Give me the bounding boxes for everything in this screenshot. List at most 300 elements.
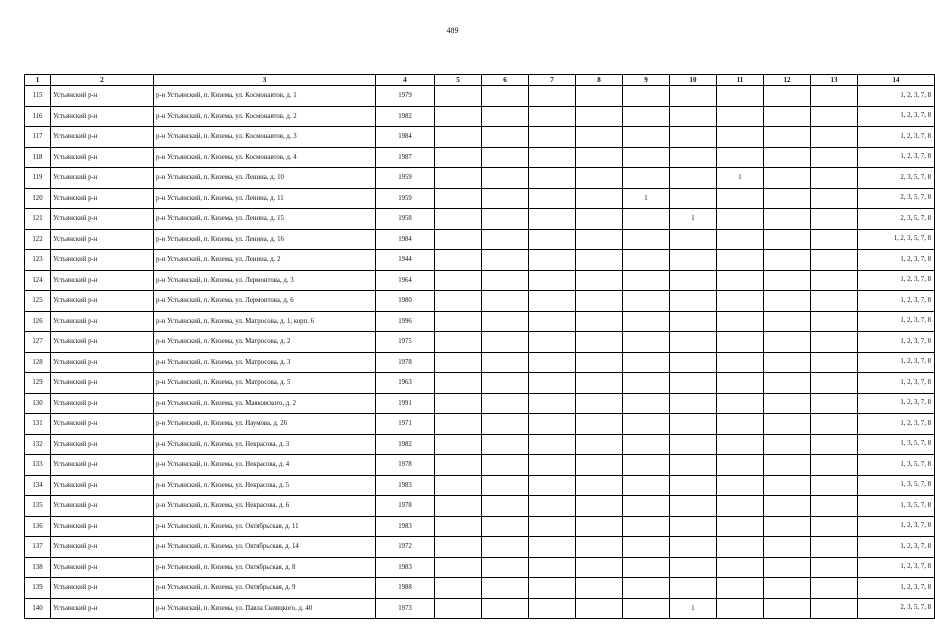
col7-cell <box>529 557 576 578</box>
row-number: 120 <box>25 188 51 209</box>
col9-cell <box>623 86 670 107</box>
year-cell: 1982 <box>376 434 435 455</box>
table-row <box>25 291 935 312</box>
year-cell: 1979 <box>376 86 435 107</box>
codes-cell: 1, 2, 3, 7, 8 <box>858 106 935 127</box>
col5-cell <box>435 270 482 291</box>
row-number: 119 <box>25 168 51 189</box>
col6-cell <box>482 352 529 373</box>
column-header-5: 5 <box>435 75 482 86</box>
col6-cell <box>482 455 529 476</box>
district-cell: Устьянский р-н <box>51 557 154 578</box>
col11-cell <box>717 414 764 435</box>
table-row <box>25 455 935 476</box>
row-number: 137 <box>25 537 51 558</box>
year-cell: 1978 <box>376 496 435 517</box>
col10-cell <box>670 250 717 271</box>
row-number: 118 <box>25 147 51 168</box>
year-cell: 1978 <box>376 455 435 476</box>
table-row <box>25 352 935 373</box>
col11-cell <box>717 496 764 517</box>
col6-cell <box>482 578 529 599</box>
table-header <box>25 75 935 86</box>
col12-cell <box>764 373 811 394</box>
column-header-11: 11 <box>717 75 764 86</box>
col8-cell <box>576 455 623 476</box>
address-cell: р-н Устьянский, п. Кизема, ул. Некрасова, д. 5 <box>154 475 376 496</box>
address-cell: р-н Устьянский, п. Кизема, ул. Космонавтов, д. 1 <box>154 86 376 107</box>
row-number: 122 <box>25 229 51 250</box>
codes-cell: 1, 2, 3, 7, 8 <box>858 250 935 271</box>
col8-cell <box>576 557 623 578</box>
district-cell: Устьянский р-н <box>51 250 154 271</box>
year-cell: 1984 <box>376 229 435 250</box>
table-row <box>25 311 935 332</box>
row-number: 123 <box>25 250 51 271</box>
col6-cell <box>482 537 529 558</box>
table-row <box>25 147 935 168</box>
col13-cell <box>811 414 858 435</box>
district-cell: Устьянский р-н <box>51 373 154 394</box>
address-cell: р-н Устьянский, п. Кизема, ул. Ленина, д. 2 <box>154 250 376 271</box>
address-cell: р-н Устьянский, п. Кизема, ул. Матросова, д. 5 <box>154 373 376 394</box>
col10-cell <box>670 557 717 578</box>
col6-cell <box>482 229 529 250</box>
row-number: 127 <box>25 332 51 353</box>
col11-cell <box>717 188 764 209</box>
col6-cell <box>482 434 529 455</box>
col12-cell <box>764 516 811 537</box>
col13-cell <box>811 434 858 455</box>
col6-cell <box>482 86 529 107</box>
col10-cell <box>670 188 717 209</box>
col8-cell <box>576 188 623 209</box>
col11-cell <box>717 434 764 455</box>
col5-cell <box>435 209 482 230</box>
column-header-7: 7 <box>529 75 576 86</box>
row-number: 140 <box>25 598 51 619</box>
col10-cell <box>670 578 717 599</box>
col12-cell <box>764 414 811 435</box>
codes-cell: 1, 2, 3, 7, 8 <box>858 557 935 578</box>
col7-cell <box>529 516 576 537</box>
col5-cell <box>435 598 482 619</box>
district-cell: Устьянский р-н <box>51 229 154 250</box>
column-header-4: 4 <box>376 75 435 86</box>
col5-cell <box>435 229 482 250</box>
table-row <box>25 86 935 107</box>
col13-cell <box>811 393 858 414</box>
col7-cell <box>529 352 576 373</box>
row-number: 126 <box>25 311 51 332</box>
year-cell: 1972 <box>376 537 435 558</box>
district-cell: Устьянский р-н <box>51 414 154 435</box>
col9-cell <box>623 311 670 332</box>
col7-cell <box>529 393 576 414</box>
col5-cell <box>435 557 482 578</box>
col8-cell <box>576 147 623 168</box>
col11-cell <box>717 516 764 537</box>
codes-cell: 1, 2, 3, 7, 8 <box>858 332 935 353</box>
address-cell: р-н Устьянский, п. Кизема, ул. Наумова, д. 26 <box>154 414 376 435</box>
col8-cell <box>576 578 623 599</box>
row-number: 121 <box>25 209 51 230</box>
col9-cell <box>623 516 670 537</box>
district-cell: Устьянский р-н <box>51 537 154 558</box>
col8-cell <box>576 168 623 189</box>
col9-cell <box>623 434 670 455</box>
year-cell: 1980 <box>376 291 435 312</box>
row-number: 117 <box>25 127 51 148</box>
year-cell: 1963 <box>376 373 435 394</box>
col11-cell <box>717 127 764 148</box>
col8-cell <box>576 496 623 517</box>
col8-cell <box>576 475 623 496</box>
codes-cell: 1, 2, 3, 7, 8 <box>858 393 935 414</box>
col9-cell <box>623 537 670 558</box>
row-number: 129 <box>25 373 51 394</box>
year-cell: 1971 <box>376 414 435 435</box>
address-cell: р-н Устьянский, п. Кизема, ул. Ленина, д. 10 <box>154 168 376 189</box>
codes-cell: 2, 3, 5, 7, 8 <box>858 209 935 230</box>
col7-cell <box>529 598 576 619</box>
col10-cell <box>670 537 717 558</box>
col7-cell <box>529 311 576 332</box>
address-cell: р-н Устьянский, п. Кизема, ул. Октябрьская, д. 11 <box>154 516 376 537</box>
col10-cell <box>670 291 717 312</box>
col12-cell <box>764 475 811 496</box>
col8-cell <box>576 373 623 394</box>
table-row <box>25 106 935 127</box>
col12-cell <box>764 270 811 291</box>
col8-cell <box>576 598 623 619</box>
address-cell: р-н Устьянский, п. Кизема, ул. Павла Скивцкого, д. 40 <box>154 598 376 619</box>
year-cell: 1973 <box>376 598 435 619</box>
col8-cell <box>576 434 623 455</box>
column-header-8: 8 <box>576 75 623 86</box>
col7-cell <box>529 373 576 394</box>
col7-cell <box>529 414 576 435</box>
table-row <box>25 127 935 148</box>
col9-cell <box>623 168 670 189</box>
col13-cell <box>811 209 858 230</box>
col10-cell <box>670 147 717 168</box>
district-cell: Устьянский р-н <box>51 311 154 332</box>
col5-cell <box>435 250 482 271</box>
district-cell: Устьянский р-н <box>51 270 154 291</box>
col8-cell <box>576 393 623 414</box>
col11-cell <box>717 578 764 599</box>
col5-cell <box>435 373 482 394</box>
col10-cell <box>670 475 717 496</box>
year-cell: 1982 <box>376 106 435 127</box>
col13-cell <box>811 250 858 271</box>
col6-cell <box>482 147 529 168</box>
col13-cell <box>811 188 858 209</box>
col8-cell <box>576 86 623 107</box>
row-number: 135 <box>25 496 51 517</box>
col10-cell <box>670 270 717 291</box>
address-cell: р-н Устьянский, п. Кизема, ул. Октябрьская, д. 14 <box>154 537 376 558</box>
col8-cell <box>576 270 623 291</box>
row-number: 139 <box>25 578 51 599</box>
codes-cell: 1, 3, 5, 7, 8 <box>858 496 935 517</box>
col8-cell <box>576 291 623 312</box>
codes-cell: 1, 2, 3, 7, 8 <box>858 291 935 312</box>
codes-cell: 2, 3, 5, 7, 8 <box>858 168 935 189</box>
table-row <box>25 578 935 599</box>
col9-cell <box>623 475 670 496</box>
col6-cell <box>482 168 529 189</box>
table-row <box>25 332 935 353</box>
year-cell: 1964 <box>376 270 435 291</box>
col11-cell <box>717 209 764 230</box>
col7-cell <box>529 270 576 291</box>
col10-cell <box>670 393 717 414</box>
col13-cell <box>811 291 858 312</box>
col9-cell <box>623 578 670 599</box>
codes-cell: 1, 2, 3, 7, 8 <box>858 373 935 394</box>
col13-cell <box>811 127 858 148</box>
col13-cell <box>811 557 858 578</box>
col9-cell <box>623 598 670 619</box>
codes-cell: 1, 2, 3, 7, 8 <box>858 414 935 435</box>
codes-cell: 1, 2, 3, 7, 8 <box>858 147 935 168</box>
col7-cell <box>529 147 576 168</box>
table-row <box>25 393 935 414</box>
header-row <box>25 75 935 86</box>
col13-cell <box>811 270 858 291</box>
col12-cell <box>764 291 811 312</box>
row-number: 138 <box>25 557 51 578</box>
col8-cell <box>576 311 623 332</box>
table-row <box>25 434 935 455</box>
district-cell: Устьянский р-н <box>51 291 154 312</box>
col12-cell <box>764 311 811 332</box>
col13-cell <box>811 311 858 332</box>
col6-cell <box>482 414 529 435</box>
column-header-6: 6 <box>482 75 529 86</box>
col13-cell <box>811 578 858 599</box>
codes-cell: 1, 2, 3, 7, 8 <box>858 127 935 148</box>
codes-cell: 2, 3, 5, 7, 8 <box>858 188 935 209</box>
row-number: 128 <box>25 352 51 373</box>
district-cell: Устьянский р-н <box>51 496 154 517</box>
column-header-2: 2 <box>51 75 154 86</box>
district-cell: Устьянский р-н <box>51 127 154 148</box>
col6-cell <box>482 250 529 271</box>
col12-cell <box>764 168 811 189</box>
col13-cell <box>811 147 858 168</box>
col5-cell <box>435 311 482 332</box>
table-row <box>25 537 935 558</box>
row-number: 133 <box>25 455 51 476</box>
col9-cell <box>623 496 670 517</box>
col5-cell <box>435 168 482 189</box>
col9-cell <box>623 147 670 168</box>
district-cell: Устьянский р-н <box>51 106 154 127</box>
year-cell: 1991 <box>376 393 435 414</box>
table-row <box>25 229 935 250</box>
col11-cell <box>717 106 764 127</box>
col12-cell <box>764 537 811 558</box>
col6-cell <box>482 311 529 332</box>
col7-cell <box>529 291 576 312</box>
col11-cell <box>717 557 764 578</box>
col11-cell <box>717 373 764 394</box>
col12-cell <box>764 352 811 373</box>
col7-cell <box>529 229 576 250</box>
year-cell: 1944 <box>376 250 435 271</box>
district-cell: Устьянский р-н <box>51 598 154 619</box>
col6-cell <box>482 209 529 230</box>
col12-cell <box>764 332 811 353</box>
col7-cell <box>529 86 576 107</box>
col13-cell <box>811 86 858 107</box>
col5-cell <box>435 496 482 517</box>
col9-cell <box>623 393 670 414</box>
col7-cell <box>529 332 576 353</box>
table-row <box>25 475 935 496</box>
table-row <box>25 496 935 517</box>
col13-cell <box>811 168 858 189</box>
col9-cell <box>623 229 670 250</box>
col9-cell <box>623 270 670 291</box>
column-header-10: 10 <box>670 75 717 86</box>
col10-cell <box>670 311 717 332</box>
table-row <box>25 168 935 189</box>
col9-cell <box>623 414 670 435</box>
page-number: 489 <box>446 26 459 35</box>
table-body <box>25 86 935 619</box>
col9-cell <box>623 291 670 312</box>
table-row <box>25 557 935 578</box>
register-table <box>24 74 935 619</box>
col9-cell <box>623 455 670 476</box>
col5-cell <box>435 86 482 107</box>
col9-cell <box>623 352 670 373</box>
codes-cell: 1, 3, 5, 7, 8 <box>858 475 935 496</box>
col11-cell <box>717 291 764 312</box>
col7-cell <box>529 168 576 189</box>
col7-cell <box>529 496 576 517</box>
col12-cell <box>764 557 811 578</box>
col12-cell <box>764 496 811 517</box>
col11-cell <box>717 352 764 373</box>
col10-cell <box>670 86 717 107</box>
codes-cell: 1, 2, 3, 5, 7, 8 <box>858 229 935 250</box>
col13-cell <box>811 516 858 537</box>
col7-cell <box>529 578 576 599</box>
col6-cell <box>482 127 529 148</box>
address-cell: р-н Устьянский, п. Кизема, ул. Матросова, д. 2 <box>154 332 376 353</box>
year-cell: 1984 <box>376 127 435 148</box>
col9-cell <box>623 209 670 230</box>
year-cell: 1959 <box>376 168 435 189</box>
col5-cell <box>435 455 482 476</box>
col8-cell <box>576 537 623 558</box>
col12-cell <box>764 147 811 168</box>
row-number: 134 <box>25 475 51 496</box>
table-row <box>25 414 935 435</box>
col11-cell <box>717 250 764 271</box>
col10-cell <box>670 373 717 394</box>
col5-cell <box>435 127 482 148</box>
codes-cell: 2, 3, 5, 7, 8 <box>858 598 935 619</box>
col10-cell <box>670 127 717 148</box>
col10-cell <box>670 516 717 537</box>
address-cell: р-н Устьянский, п. Кизема, ул. Матросова, д. 3 <box>154 352 376 373</box>
district-cell: Устьянский р-н <box>51 168 154 189</box>
codes-cell: 1, 2, 3, 7, 8 <box>858 270 935 291</box>
address-cell: р-н Устьянский, п. Кизема, ул. Лермонтова, д. 6 <box>154 291 376 312</box>
col7-cell <box>529 455 576 476</box>
column-header-14: 14 <box>858 75 935 86</box>
col8-cell <box>576 352 623 373</box>
col5-cell <box>435 106 482 127</box>
col8-cell <box>576 127 623 148</box>
col10-cell <box>670 496 717 517</box>
col10-cell <box>670 229 717 250</box>
col12-cell <box>764 598 811 619</box>
col9-cell <box>623 127 670 148</box>
col6-cell <box>482 475 529 496</box>
col12-cell <box>764 578 811 599</box>
col5-cell <box>435 332 482 353</box>
col12-cell <box>764 106 811 127</box>
district-cell: Устьянский р-н <box>51 578 154 599</box>
table-row <box>25 188 935 209</box>
col10-cell <box>670 352 717 373</box>
district-cell: Устьянский р-н <box>51 86 154 107</box>
col9-cell <box>623 106 670 127</box>
address-cell: р-н Устьянский, п. Кизема, ул. Некрасова, д. 6 <box>154 496 376 517</box>
col13-cell <box>811 373 858 394</box>
col6-cell <box>482 557 529 578</box>
col10-cell <box>670 168 717 189</box>
col11-cell <box>717 147 764 168</box>
col6-cell <box>482 332 529 353</box>
column-header-12: 12 <box>764 75 811 86</box>
district-cell: Устьянский р-н <box>51 393 154 414</box>
col8-cell <box>576 516 623 537</box>
codes-cell: 1, 2, 3, 7, 8 <box>858 352 935 373</box>
col12-cell <box>764 434 811 455</box>
col10-cell <box>670 414 717 435</box>
address-cell: р-н Устьянский, п. Кизема, ул. Ленина, д. 11 <box>154 188 376 209</box>
codes-cell: 1, 3, 5, 7, 8 <box>858 434 935 455</box>
year-cell: 1978 <box>376 352 435 373</box>
row-number: 124 <box>25 270 51 291</box>
col5-cell <box>435 578 482 599</box>
row-number: 130 <box>25 393 51 414</box>
col11-cell <box>717 537 764 558</box>
col8-cell <box>576 414 623 435</box>
col11-cell <box>717 475 764 496</box>
col11-cell <box>717 598 764 619</box>
year-cell: 1983 <box>376 557 435 578</box>
col11-cell <box>717 332 764 353</box>
address-cell: р-н Устьянский, п. Кизема, ул. Некрасова, д. 3 <box>154 434 376 455</box>
col7-cell <box>529 475 576 496</box>
col7-cell <box>529 209 576 230</box>
row-number: 132 <box>25 434 51 455</box>
col5-cell <box>435 188 482 209</box>
col6-cell <box>482 106 529 127</box>
year-cell: 1987 <box>376 147 435 168</box>
col13-cell <box>811 229 858 250</box>
col8-cell <box>576 106 623 127</box>
